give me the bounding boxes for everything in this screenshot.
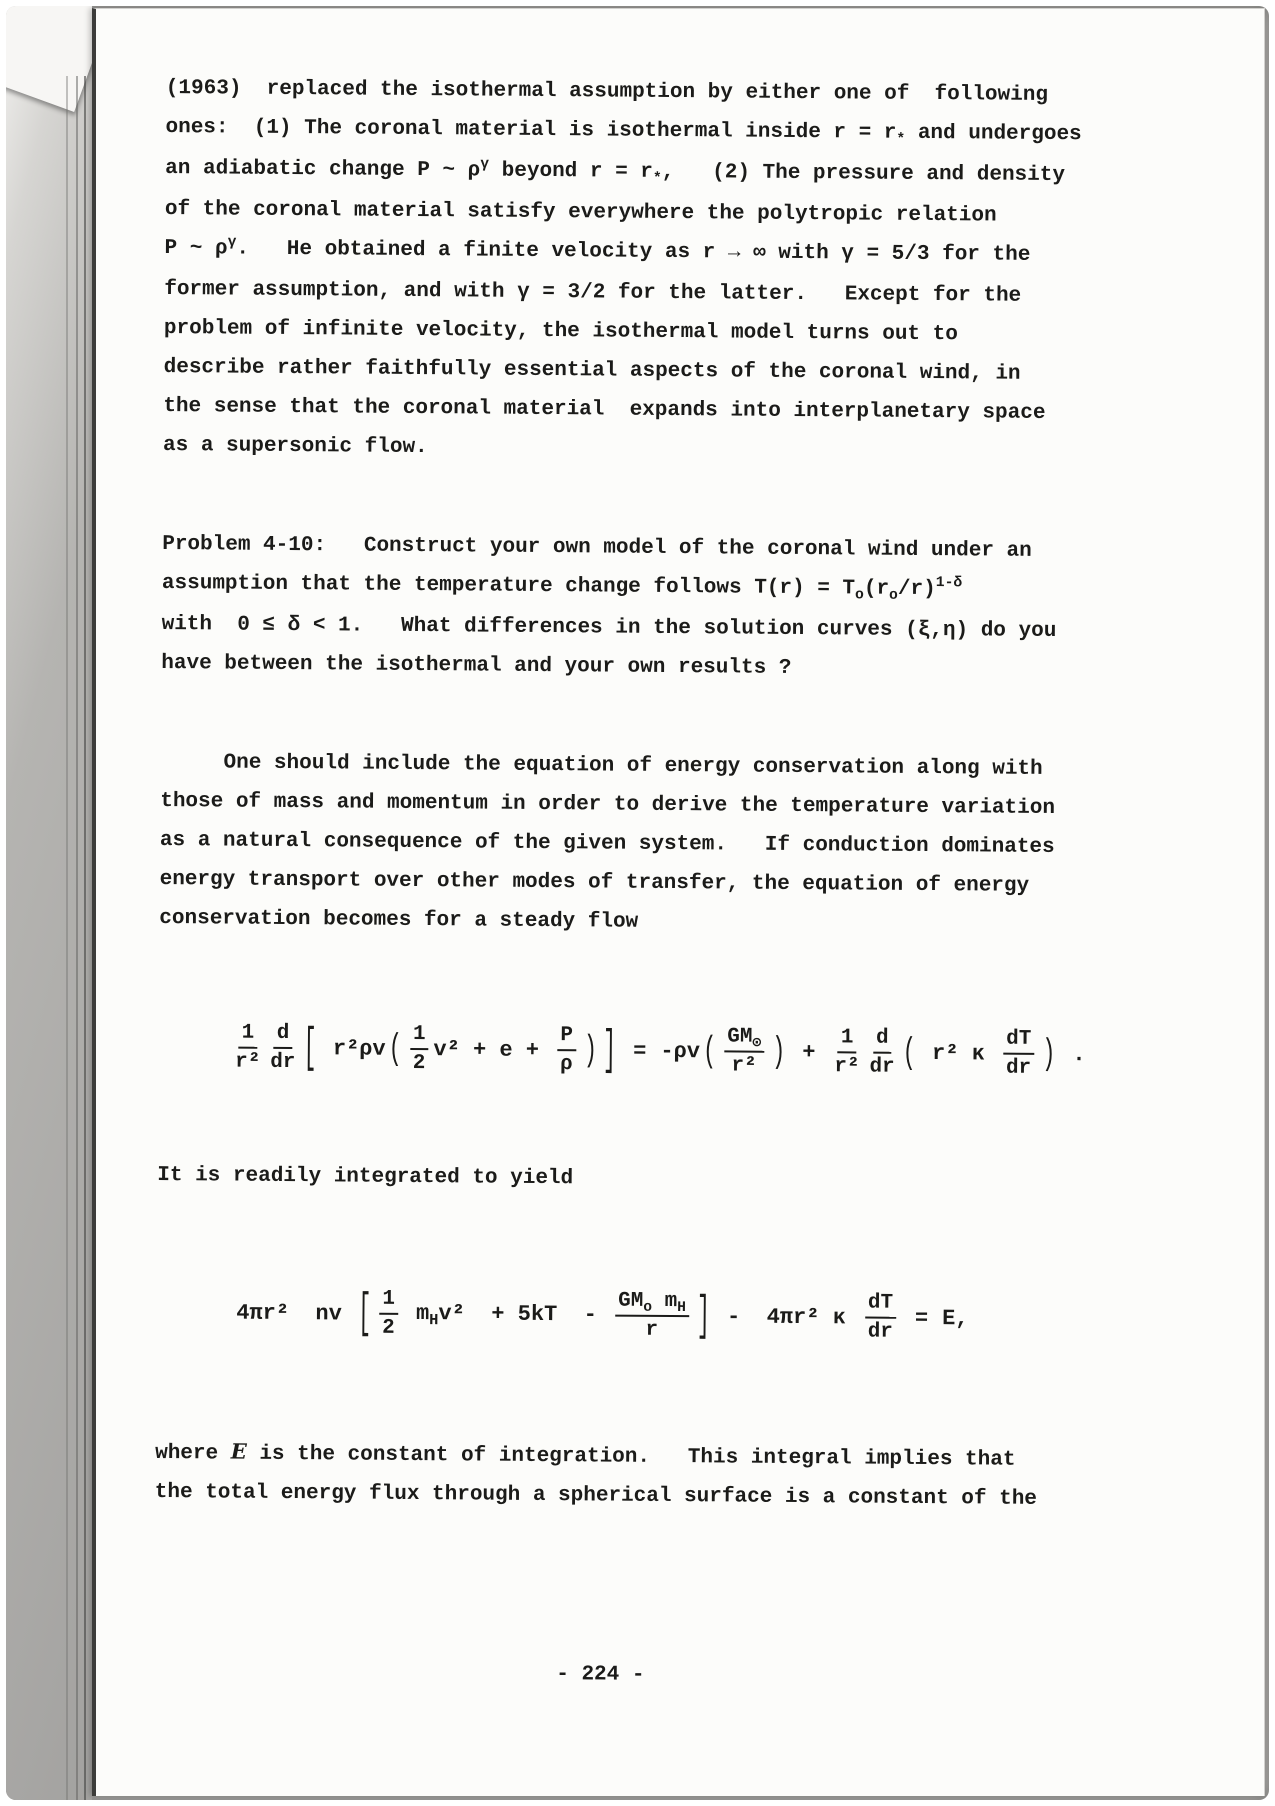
text-line: with 0 ≤ δ < 1. What differences in the solution curves (ξ,η) do you xyxy=(161,612,1057,644)
fraction-one-half: $\frac{1}{2}$ xyxy=(379,1287,398,1341)
subscript-h: H xyxy=(677,1300,686,1317)
right-bracket: ] xyxy=(696,1288,711,1345)
superscript-gamma: γ xyxy=(227,234,237,251)
book-scan-background xyxy=(6,6,1269,1800)
text-line: the total energy flux through a spherical surface is a constant of the xyxy=(154,1481,1038,1512)
text-line: problem of infinite velocity, the isothermal model turns out to xyxy=(163,316,958,347)
fraction-gm-over-r2: $\frac{GM_⊙}{\text{r²}}$ xyxy=(724,1024,764,1078)
page-corner-fold xyxy=(6,6,92,112)
text-line: as a natural consequence of the given system. If conduction dominates xyxy=(159,828,1055,860)
page-number: - 224 - xyxy=(556,1663,645,1688)
subscript-o: o xyxy=(888,587,898,604)
text-line: Problem 4-10: Construct your own model of the coronal wind under an xyxy=(162,532,1032,563)
document-page xyxy=(92,8,1265,1796)
text-line: the sense that the coronal material expands into interplanetary space xyxy=(163,394,1046,425)
book-page-edges xyxy=(6,6,92,1800)
text-line: (1963) replaced the isothermal assumption by either one of following xyxy=(165,76,1049,107)
fraction-dt-dr: $\frac{dT}{dr}$ xyxy=(1003,1027,1035,1081)
page-content xyxy=(153,69,1228,1700)
paragraph-closing xyxy=(155,1431,1218,1520)
text-line: those of mass and momentum in order to derive the temperature variation xyxy=(160,789,1056,821)
equals-sign: = xyxy=(633,1038,647,1064)
term-r2-kappa: r² κ xyxy=(918,1040,999,1067)
term-r2-rho-v: r²ρv xyxy=(319,1035,386,1062)
fraction-dt-dr: $\frac{dT}{dr}$ xyxy=(865,1291,897,1345)
text-line: as a supersonic flow. xyxy=(162,433,428,460)
fraction-one-half: $\frac{1}{2}$ xyxy=(410,1022,429,1076)
left-paren: ( xyxy=(702,1030,717,1073)
right-paren: ) xyxy=(771,1031,786,1073)
right-paren: ) xyxy=(583,1029,598,1072)
subscript-star: * xyxy=(652,170,662,188)
right-paren: ) xyxy=(1042,1033,1056,1075)
left-bracket: [ xyxy=(357,1286,372,1342)
text-line: former assumption, and with γ = 3/2 for the latter. Except for the xyxy=(164,277,1022,308)
text-integrated-to-yield: It is readily integrated to yield xyxy=(157,1164,574,1191)
equation-integrated-energy xyxy=(236,1286,1218,1348)
superscript-exponent: 1-δ xyxy=(935,574,963,592)
paragraph-energy-conservation xyxy=(159,743,1222,946)
term-4pir2-nv: 4πr² nv xyxy=(236,1300,356,1327)
fraction-p-over-rho: $\frac{P}{\rho}$ xyxy=(557,1023,576,1077)
superscript-gamma: γ xyxy=(480,156,490,173)
paragraph-isothermal-models xyxy=(163,69,1228,473)
text-line: One should include the equation of energy conservation along with xyxy=(160,750,1043,781)
left-paren: ( xyxy=(902,1032,917,1074)
text-line: energy transport over other modes of transfer, the equation of energy xyxy=(159,867,1030,898)
left-bracket: [ xyxy=(303,1020,317,1076)
paragraph-problem-4-10 xyxy=(161,525,1224,691)
italic-e-constant: E xyxy=(230,1438,247,1464)
page-edge-line xyxy=(84,76,86,1800)
page-edge-line xyxy=(66,76,68,1800)
term-v2-e: v² + e + xyxy=(433,1036,553,1063)
term-mh-v2-5kt: $m_Hv^2 + 5kT$ - xyxy=(402,1300,611,1330)
text-line: ones: (1) The coronal material is isothermal inside $r = r_*$ and undergoes xyxy=(165,115,1082,148)
term-minus-4pir2-kappa: - 4πr² κ xyxy=(726,1304,846,1331)
right-bracket: ] xyxy=(602,1023,617,1079)
period: . xyxy=(1072,1041,1086,1067)
text-line: an adiabatic change P ~ $\rho^\gamma$ beyond $r = r_*$, (2) The pressure and density xyxy=(165,156,1066,188)
text-line: conservation becomes for a steady flow xyxy=(159,906,639,934)
fraction-d-dr: $\frac{d}{dr}$ xyxy=(869,1026,895,1079)
equation-energy-conservation xyxy=(230,1021,1220,1083)
subscript-star: * xyxy=(896,131,906,148)
subscript-sun: ⊙ xyxy=(752,1035,762,1052)
text-line: have between the isothermal and your own results ? xyxy=(161,651,792,680)
equals-sign: = xyxy=(914,1305,929,1331)
fraction-1-over-r2: $\frac{1}{\text{r²}}$ xyxy=(834,1026,860,1079)
subscript-o: o xyxy=(643,1300,653,1317)
fraction-1-over-r2: $\frac{1}{\text{r²}}$ xyxy=(235,1021,261,1074)
fraction-d-dr: $\frac{d}{dr}$ xyxy=(270,1021,296,1075)
text-line: of the coronal material satisfy everywhere the polytropic relation xyxy=(164,197,997,228)
term-e-constant: E, xyxy=(942,1305,969,1332)
term-minus-rho-v: -ρv xyxy=(660,1038,701,1064)
text-line: assumption that the temperature change follows $T(r) = T_o(r_o/r)^{1-\delta}$ xyxy=(161,571,963,604)
subscript-h: H xyxy=(429,1311,439,1330)
fraction-gm-mh-over-r: $\frac{GM_o m_H}{r}$ xyxy=(615,1289,689,1344)
plus-sign: + xyxy=(802,1039,816,1065)
subscript-o: o xyxy=(854,587,864,604)
text-line: P ~ $\rho^\gamma$. He obtained a finite velocity as r → ∞ with γ = 5/3 for the xyxy=(164,234,1031,267)
text-line: describe rather faithfully essential aspects of the coronal wind, in xyxy=(163,355,1021,386)
left-paren: ( xyxy=(388,1028,403,1070)
text-line: where E is the constant of integration. This integral implies that xyxy=(155,1438,1016,1473)
page-edge-line xyxy=(76,76,78,1800)
